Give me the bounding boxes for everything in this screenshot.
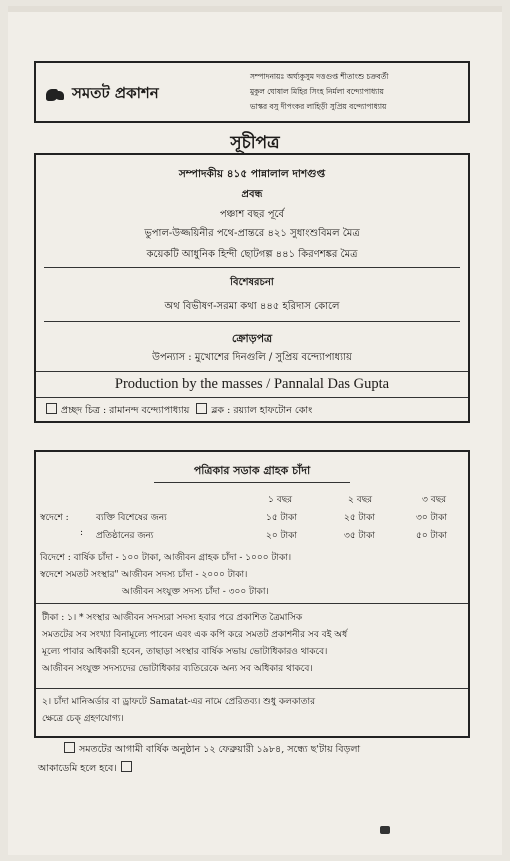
foreign-line: বিদেশে : বার্ষিক চাঁদা - ১০০ টাকা, আজীবন গ্রাহক চাঁদা - ১০০০ টাকা। (40, 553, 292, 563)
publisher-logo (46, 82, 159, 107)
editors-line: ভাস্কর বসু দীপংকর লাহিড়ী সুপ্রিয় বন্দ্যোপাধ্যায় (250, 102, 387, 111)
checkbox-icon (196, 403, 207, 414)
divider (44, 321, 460, 322)
credit-cover: প্রচ্ছদ চিত্র : রামানন্দ বন্দ্যোপাধ্যায় (61, 405, 190, 416)
toc-novel: উপন্যাস : মুখোশের দিনগুলি / সুপ্রিয় বন্দ্যোপাধ্যায় (152, 352, 352, 363)
publisher-logo-icon (46, 87, 66, 103)
checkbox-icon (64, 742, 75, 753)
page-title: সূচীপত্র (230, 133, 280, 153)
row-label: ব্যক্তি বিশেষের জন্য (96, 513, 167, 523)
editors-list (250, 69, 466, 114)
note-line: সমতটের সব সংখ্যা বিনামূল্যে পাবেন এবং এক কপি করে সমতট প্রকাশনীর সব বই অর্ধ (42, 630, 348, 640)
footer-notice (38, 740, 480, 778)
ink-mark (380, 826, 390, 834)
title-underline (154, 482, 350, 483)
row-label: প্রতিষ্ঠানের জন্য (96, 531, 154, 541)
toc-special-1: অথ বিভীষণ-সরমা কথা ৪৪৫ হরিদাস কোলে (164, 301, 340, 312)
col-header: ৩ বছর (422, 495, 447, 505)
toc-credits (42, 403, 466, 419)
toc-essay-2: কয়েকটি আধুনিক হিন্দী ছোটগল্প ৪৪১ কিরণশঙ্কর মৈত্র (146, 249, 358, 260)
toc-essay-1: ভুপাল-উজ্জয়িনীর পথে-প্রান্তরে ৪২১ সুধাংশুবিমল মৈত্র (144, 228, 360, 239)
note-1 (42, 610, 462, 678)
editors-line: মুকুল ঘোষাল মিহির সিংহ নির্মলা বন্দ্যোপাধ্যায় (250, 87, 384, 96)
foreign-line: আজীবন সংযুক্ত সদস্য চাঁদা - ৩০০ টাকা। (122, 587, 269, 597)
domestic-label: স্বদেশে : (40, 513, 69, 523)
row-value: ৩০ টাকা (416, 513, 447, 523)
toc-special-heading: বিশেষরচনা (230, 277, 274, 288)
editors-line: সম্পাদনায়ঃ অর্ঘ্যকুসুম দত্তগুপ্ত শীতাংশু চক্রবর্তী (250, 72, 389, 81)
toc-essay-heading: প্রবন্ধ (241, 189, 263, 200)
row-value: ১৫ টাকা (266, 513, 297, 523)
col-header: ১ বছর (268, 495, 293, 505)
publisher-name: সমতট প্রকাশন (72, 84, 159, 102)
row-value: ৩৫ টাকা (344, 531, 375, 541)
note-2 (42, 694, 462, 728)
page-edge (8, 6, 502, 12)
toc-essay-sub: পঞ্চাশ বছর পূর্বে (219, 209, 285, 220)
note-line: আজীবন সংযুক্ত সদস্যদের ভোটাধিকার ব্যতিরেকে অন্য সব অধিকার থাকবে। (42, 664, 313, 674)
credit-block: ব্লক : রয়্যাল হাফটোন কোং (211, 405, 313, 416)
row-prefix: : (80, 528, 84, 538)
foreign-line: স্বদেশে সমতট সংস্থার" আজীবন সদস্য চাঁদা - ২০০০ টাকা। (40, 570, 248, 580)
checkbox-icon (46, 403, 57, 414)
note-line: মূল্যে পাবার অধিকারী হবেন, তাছাড়া সংস্থার বার্ষিক সভায় ভোটাধিকারও থাকবে। (42, 647, 328, 657)
row-value: ২৫ টাকা (344, 513, 375, 523)
toc-english-line: Production by the masses / Pannalal Das Gupta (114, 376, 390, 392)
row-value: ২০ টাকা (266, 531, 297, 541)
masthead-box (34, 61, 470, 123)
note-line: টীকা : ১। * সংস্থার আজীবন সদস্যরা সদস্য হবার পরে প্রকাশিত ত্রৈমাসিক (42, 613, 303, 623)
subscription-box (34, 450, 470, 738)
note-line: ২। চাঁদা মানিঅর্ডার বা ড্রাফটে Samatat-এর নামে প্রেরিতব্য। শুধু কলকাতার (42, 697, 316, 707)
page (8, 6, 502, 855)
footer-line: আকাডেমি হলে হবে। (38, 763, 117, 774)
subscription-title: পত্রিকার সডাক গ্রাহক চাঁদা (193, 464, 311, 477)
divider (44, 267, 460, 268)
contents-box (34, 153, 470, 423)
divider (36, 603, 468, 604)
note-line: ক্ষেত্রে চেক্ গ্রহণযোগ্য। (42, 714, 124, 724)
divider (36, 371, 468, 372)
row-value: ৫০ টাকা (416, 531, 447, 541)
footer-line: সমতটের আগামী বার্ষিক অনুষ্ঠান ১২ ফেব্রুয়ারী ১৯৮৪, সন্ধ্যে ছ'টায় বিড়লা (79, 744, 361, 755)
divider (36, 688, 468, 689)
toc-editorial: সম্পাদকীয় ৪১৫ পান্নালাল দাশগুপ্ত (178, 168, 326, 180)
toc-supplement-heading: ক্রোড়পত্র (231, 332, 273, 345)
col-header: ২ বছর (348, 495, 373, 505)
checkbox-icon (121, 761, 132, 772)
divider (36, 397, 468, 398)
